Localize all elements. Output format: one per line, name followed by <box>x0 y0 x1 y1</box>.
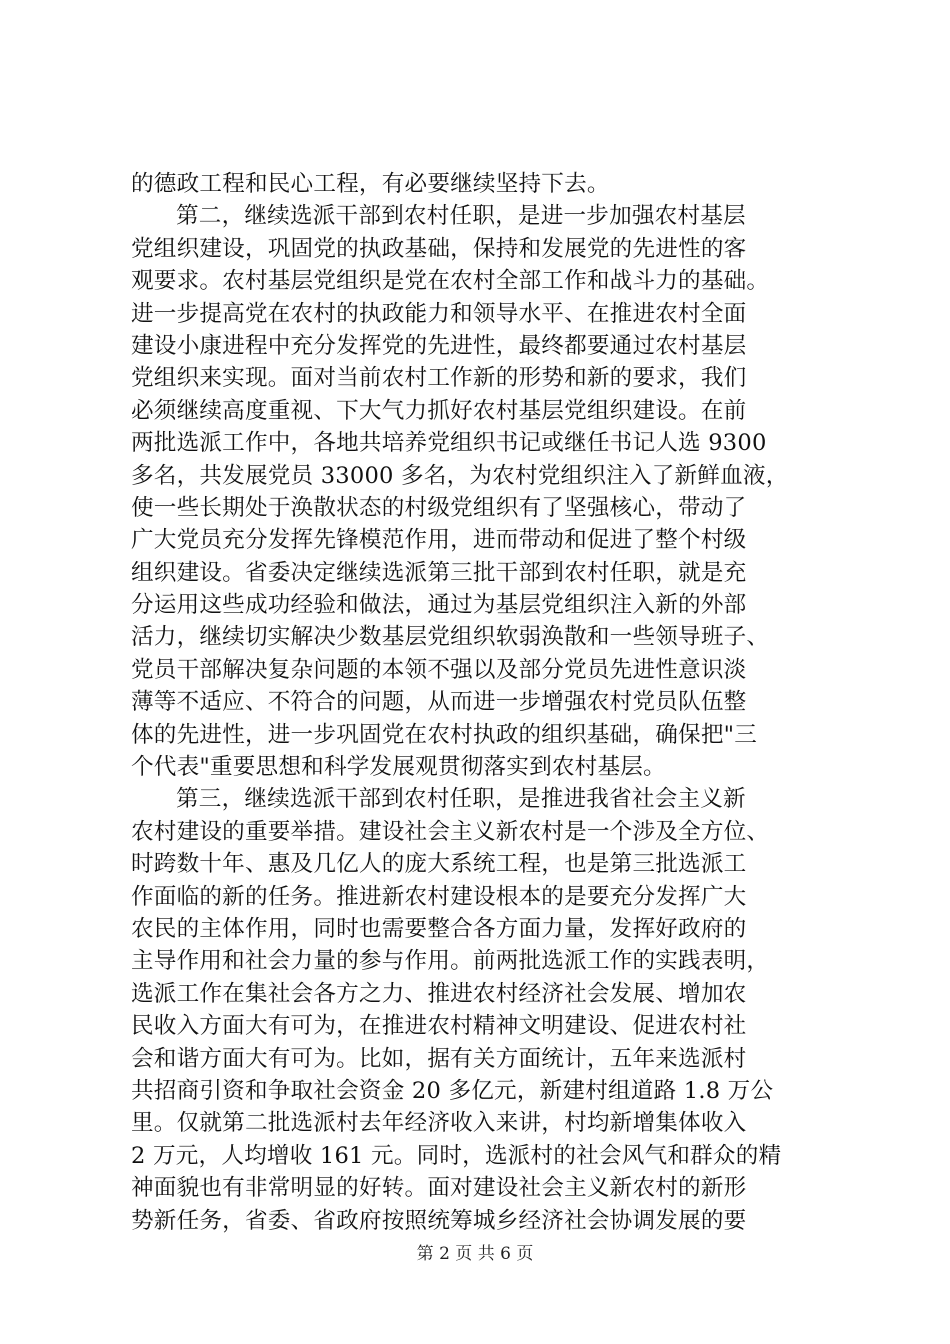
text-line: 党员干部解决复杂问题的本领不强以及部分党员先进性意识淡 <box>131 656 747 683</box>
page-number-footer: 第 2 页 共 6 页 <box>416 1244 534 1264</box>
text-line: 民收入方面大有可为，在推进农村精神文明建设、促进农村社 <box>131 1013 747 1040</box>
text-line: 使一些长期处于涣散状态的村级党组织有了坚强核心，带动了 <box>131 494 747 521</box>
text-line: 农民的主体作用，同时也需要整合各方面力量，发挥好政府的 <box>131 915 747 942</box>
text-line: 两批选派工作中，各地共培养党组织书记或继任书记人选 9300 <box>131 430 767 457</box>
text-line: 共招商引资和争取社会资金 20 多亿元，新建村组道路 1.8 万公 <box>131 1077 774 1104</box>
text-line: 薄等不适应、不符合的问题，从而进一步增强农村党员队伍整 <box>131 689 747 716</box>
text-line: 多名，共发展党员 33000 多名，为农村党组织注入了新鲜血液， <box>131 462 789 489</box>
text-line: 主导作用和社会力量的参与作用。前两批选派工作的实践表明， <box>131 948 770 975</box>
text-line: 2 万元，人均增收 161 元。同时，选派村的社会风气和群众的精 <box>131 1142 782 1169</box>
text-line: 活力，继续切实解决少数基层党组织软弱涣散和一些领导班子、 <box>131 624 770 651</box>
text-line: 势新任务，省委、省政府按照统筹城乡经济社会协调发展的要 <box>131 1207 747 1234</box>
text-line: 党组织来实现。面对当前农村工作新的形势和新的要求，我们 <box>131 365 747 392</box>
text-line: 进一步提高党在农村的执政能力和领导水平、在推进农村全面 <box>131 300 747 327</box>
text-line: 广大党员充分发挥先锋模范作用，进而带动和促进了整个村级 <box>131 527 747 554</box>
text-line: 组织建设。省委决定继续选派第三批干部到农村任职，就是充 <box>131 559 747 586</box>
text-line: 建设小康进程中充分发挥党的先进性，最终都要通过农村基层 <box>131 332 747 359</box>
text-line: 党组织建设，巩固党的执政基础，保持和发展党的先进性的客 <box>131 235 747 262</box>
text-line: 的德政工程和民心工程，有必要继续坚持下去。 <box>131 171 610 197</box>
text-line: 里。仅就第二批选派村去年经济收入来讲，村均新增集体收入 <box>131 1110 747 1137</box>
text-line: 神面貌也有非常明显的好转。面对建设社会主义新农村的新形 <box>131 1175 747 1202</box>
text-line: 会和谐方面大有可为。比如，据有关方面统计，五年来选派村 <box>131 1045 747 1072</box>
text-line: 体的先进性，进一步巩固党在农村执政的组织基础，确保把"三 <box>131 721 758 748</box>
text-line: 个代表"重要思想和科学发展观贯彻落实到农村基层。 <box>131 754 666 781</box>
text-line: 时跨数十年、惠及几亿人的庞大系统工程，也是第三批选派工 <box>131 851 747 878</box>
document-body <box>131 168 821 1237</box>
text-line: 必须继续高度重视、下大气力抓好农村基层党组织建设。在前 <box>131 397 747 424</box>
text-line: 作面临的新的任务。推进新农村建设根本的是要充分发挥广大 <box>131 883 747 910</box>
text-line: 选派工作在集社会各方之力、推进农村经济社会发展、增加农 <box>131 980 747 1007</box>
text-line: 观要求。农村基层党组织是党在农村全部工作和战斗力的基础。 <box>131 268 770 295</box>
paragraph-start-line: 第三，继续选派干部到农村任职，是推进我省社会主义新 <box>176 786 746 813</box>
text-line: 分运用这些成功经验和做法，通过为基层党组织注入新的外部 <box>131 592 747 619</box>
paragraph-start-line: 第二，继续选派干部到农村任职，是进一步加强农村基层 <box>176 203 746 230</box>
text-line: 农村建设的重要举措。建设社会主义新农村是一个涉及全方位、 <box>131 818 770 845</box>
